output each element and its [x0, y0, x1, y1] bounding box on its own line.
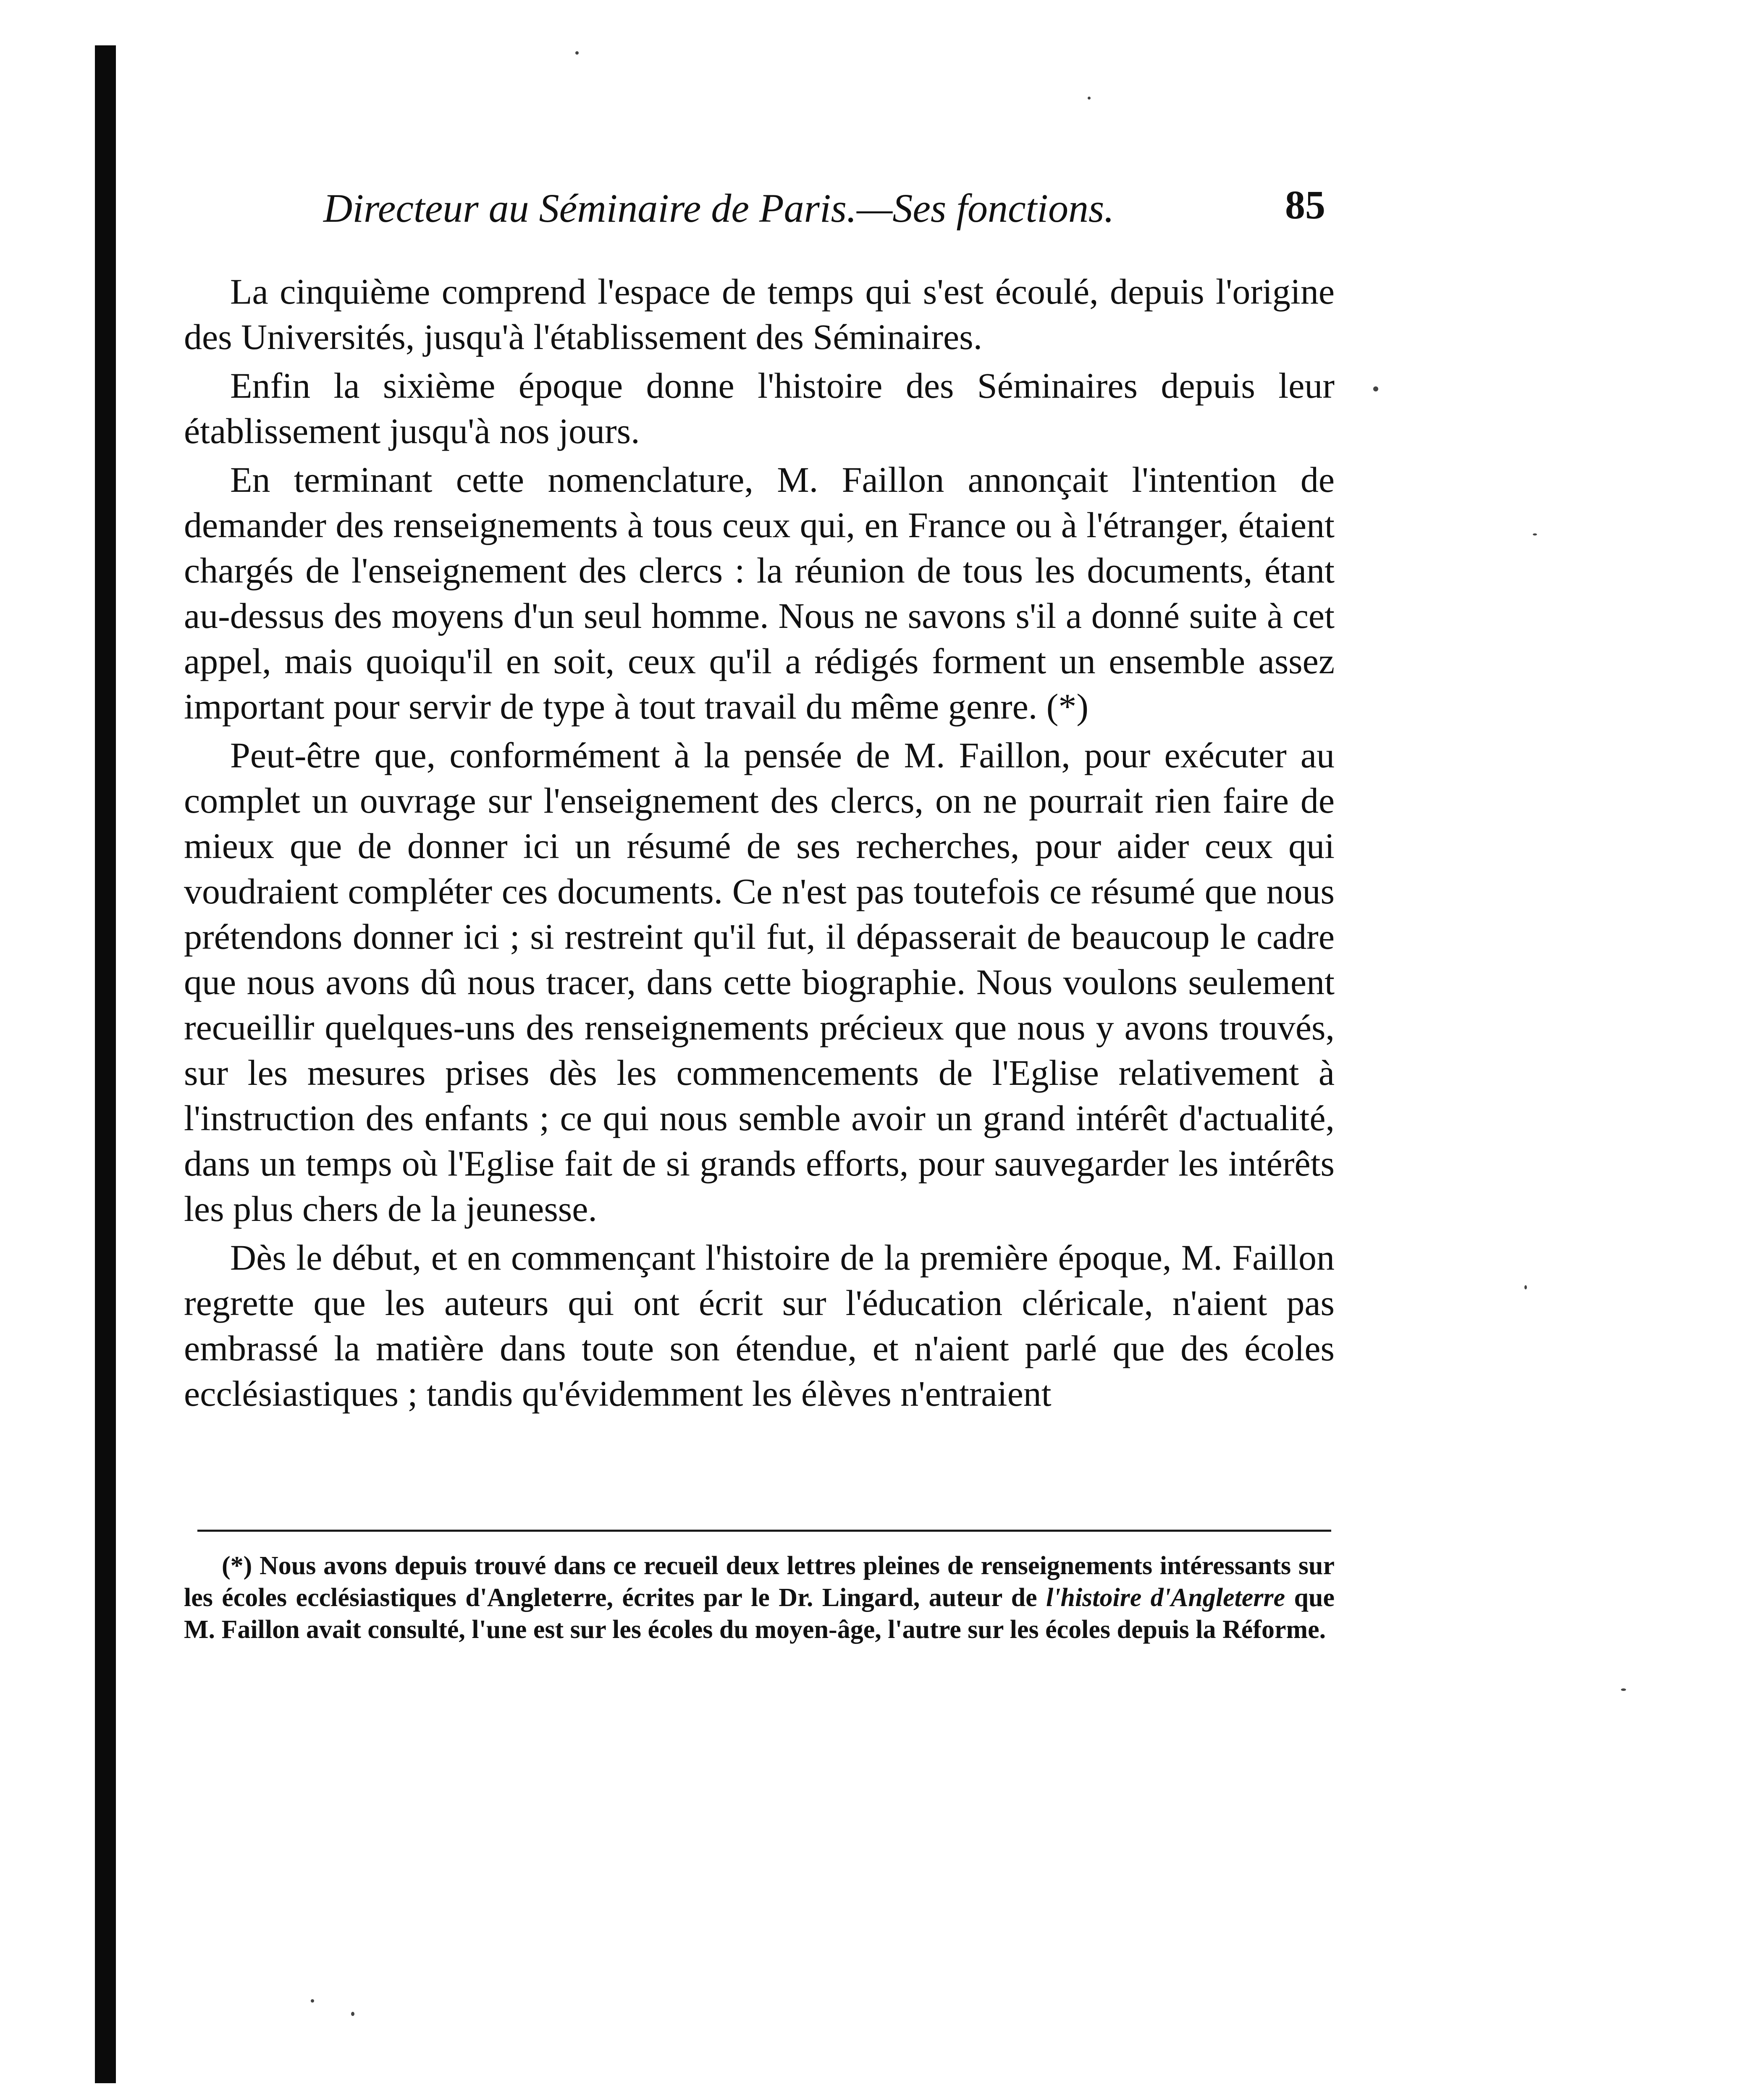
running-title: Directeur au Séminaire de Paris.—Ses fonctions. [323, 186, 1115, 231]
paper-speck [1524, 1285, 1527, 1289]
footnote-text: (*) Nous avons depuis trouvé dans ce recueil deux lettres pleines de renseignements intéressants sur les écoles ecclésiastiques d'Angleterre, écrites par le Dr. Lingard, auteur de [184, 1551, 1335, 1612]
paper-speck [311, 1999, 314, 2003]
footnote-book-title: l'histoire d'Angleterre [1046, 1583, 1285, 1612]
paper-speck [351, 2012, 354, 2016]
page-number: 85 [1285, 182, 1325, 227]
paper-speck [1533, 533, 1537, 536]
paper-speck [1621, 1688, 1626, 1691]
paragraph: Enfin la sixième époque donne l'histoire des Séminaires depuis leur établissement jusqu'à nos jours. [184, 365, 1335, 451]
paragraph: Dès le début, et en commençant l'histoire de la première époque, M. Faillon regrette que les auteurs qui ont écrit sur l'éducation cléricale, n'aient pas embrassé la matière dans toute son étendue, et n'aient parlé que des écoles ecclésiastiques ; tandis qu'évidemment les élèves n'entraient [184, 1237, 1335, 1414]
paper-speck [575, 51, 579, 55]
running-head [323, 176, 1331, 239]
footnote-rule [197, 1530, 1331, 1532]
paragraph: En terminant cette nomenclature, M. Faillon annonçait l'intention de demander des renseignements à tous ceux qui, en France ou à l'étranger, étaient chargés de l'enseignement des clercs : la réunion de tous les documents, étant au-dessus des moyens d'un seul homme. Nous ne savons s'il a donné suite à cet appel, mais quoiqu'il en soit, ceux qu'il a rédigés forment un ensemble assez important pour servir de type à tout travail du même genre. (*) [184, 459, 1335, 727]
paper-speck [1373, 386, 1378, 391]
footnote-text-end: que M. Faillon avait consulté, l'une est sur les écoles du moyen-âge, l'autre sur les écoles depuis la Réforme. [184, 1583, 1335, 1644]
paragraph: Peut-être que, conformément à la pensée de M. Faillon, pour exécuter au complet un ouvrage sur l'enseignement des clercs, on ne pourrait rien faire de mieux que de donner ici un résumé de ses recherches, pour aider ceux qui voudraient compléter ces documents. Ce n'est pas toutefois ce résumé que nous prétendons donner ici ; si restreint qu'il fut, il dépasserait de beaucoup le cadre que nous avons dû nous tracer, dans cette biographie. Nous voulons seulement recueillir quelques-uns des renseignements précieux que nous y avons trouvés, sur les mesures prises dès les commencements de l'Eglise relativement à l'instruction des enfants ; ce qui nous semble avoir un grand intérêt d'actualité, dans un temps où l'Eglise fait de si grands efforts, pour sauvegarder les intérêts les plus chers de la jeunesse. [184, 735, 1335, 1229]
body-text [184, 269, 1335, 1420]
footnote [184, 1550, 1335, 1646]
paragraph: La cinquième comprend l'espace de temps qui s'est écoulé, depuis l'origine des Universités, jusqu'à l'établissement des Séminaires. [184, 271, 1335, 357]
binding-strip [95, 45, 116, 2083]
paper-speck [1088, 97, 1091, 100]
